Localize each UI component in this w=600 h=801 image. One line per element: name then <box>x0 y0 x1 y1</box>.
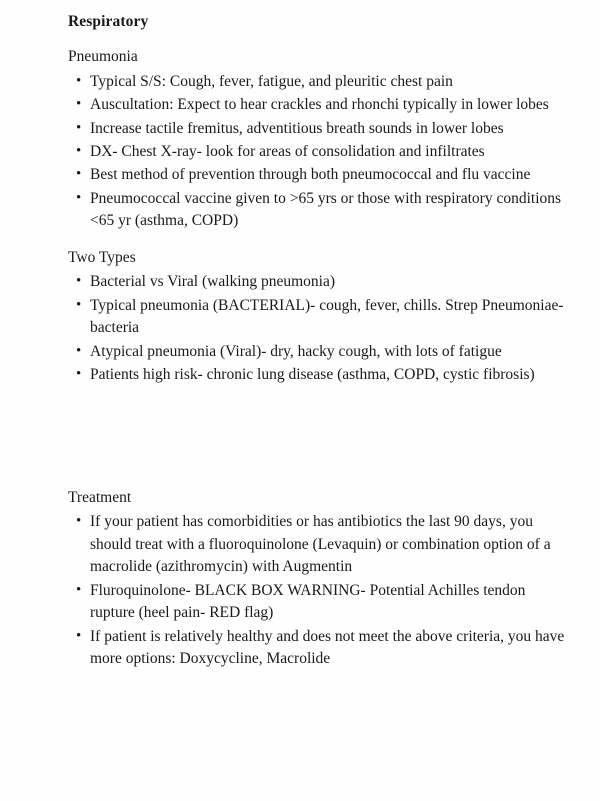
section-heading: Pneumonia <box>68 48 138 66</box>
bullet-list <box>68 511 572 670</box>
section-treatment <box>68 487 572 685</box>
page-bottom-fade <box>0 787 600 801</box>
section-heading: Treatment <box>68 488 132 506</box>
section-heading: Two Types <box>68 248 136 266</box>
section-pneumonia <box>68 46 572 233</box>
bullet-list <box>68 71 572 233</box>
list-item: • Typical S/S: Cough, fever, fatigue, and pleuritic chest pain <box>68 71 572 93</box>
list-item: • Atypical pneumonia (Viral)- dry, hacky cough, with lots of fatigue <box>68 341 572 363</box>
list-item: • Increase tactile fremitus, adventitious breath sounds in lower lobes <box>68 118 572 140</box>
list-item: • DX- Chest X-ray- look for areas of consolidation and infiltrates <box>68 141 572 163</box>
page-title: Respiratory <box>68 13 149 30</box>
list-item: • If your patient has comorbidities or has antibiotics the last 90 days, you should treat with a fluoroquinolone (Levaquin) or combination option of a macrolide (azithromycin) with Augmentin <box>68 511 572 578</box>
blank-space <box>68 401 572 487</box>
section-two-types <box>68 247 572 387</box>
list-item: • If patient is relatively healthy and does not meet the above criteria, you have more options: Doxycycline, Macrolide <box>68 626 572 671</box>
list-item: • Bacterial vs Viral (walking pneumonia) <box>68 271 572 293</box>
list-item: • Best method of prevention through both pneumococcal and flu vaccine <box>68 164 572 186</box>
list-item: • Patients high risk- chronic lung disease (asthma, COPD, cystic fibrosis) <box>68 364 572 386</box>
bullet-list <box>68 271 572 386</box>
list-item: • Fluroquinolone- BLACK BOX WARNING- Potential Achilles tendon rupture (heel pain- RED flag) <box>68 580 572 625</box>
list-item: • Auscultation: Expect to hear crackles and rhonchi typically in lower lobes <box>68 94 572 116</box>
list-item: • Typical pneumonia (BACTERIAL)- cough, fever, chills. Strep Pneumoniae- bacteria <box>68 295 572 340</box>
list-item: • Pneumococcal vaccine given to >65 yrs or those with respiratory conditions <65 yr (asthma, COPD) <box>68 188 572 233</box>
